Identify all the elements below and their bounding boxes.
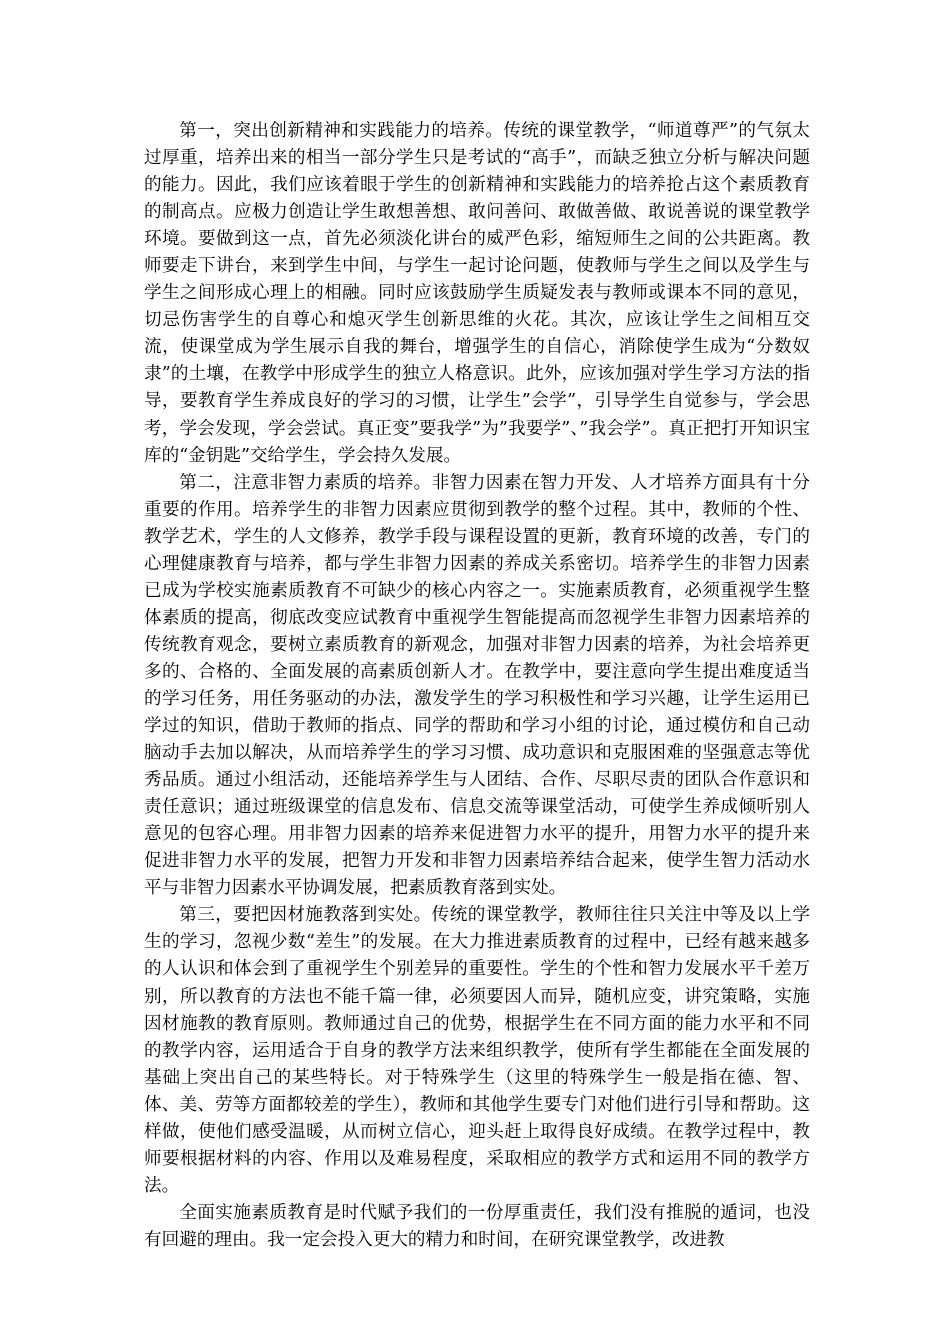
paragraph-conclusion: 全面实施素质教育是时代赋予我们的一份厚重责任，我们没有推脱的遁词，也没有回避的理由。我一定会投入更大的精力和时间，在研究课堂教学，改进教: [144, 1202, 810, 1250]
document-page: [144, 118, 810, 1254]
paragraph-individualized-teaching: 第三，要把因材施教落到实处。传统的课堂教学，教师往往只关注中等及以上学生的学习，忽视少数“差生”的发展。在大力推进素质教育的过程中，已经有越来越多的人认识和体会到了重视学生个别差异的重要性。学生的个性和智力发展水平千差万别，所以教育的方法也不能千篇一律，必须要因人而异，随机应变，讲究策略，实施因材施教的教育原则。教师通过自己的优势，根据学生在不同方面的能力水平和不同的教学内容，运用适合于自身的教学方法来组织教学，使所有学生都能在全面发展的基础上突出自己的某些特长。对于特殊学生（这里的特殊学生一般是指在德、智、体、美、劳等方面都较差的学生），教师和其他学生要专门对他们进行引导和帮助。这样做，使他们感受温暖，从而树立信心，迎头赶上取得良好成绩。在教学过程中，教师要根据材料的内容、作用以及难易程度，采取相应的教学方式和运用不同的教学方法。: [144, 905, 810, 1196]
paragraph-innovation: 第一，突出创新精神和实践能力的培养。传统的课堂教学，“师道尊严”的气氛太过厚重，培养出来的相当一部分学生只是考试的“高手”，而缺乏独立分析与解决问题的能力。因此，我们应该着眼于学生的创新精神和实践能力的培养抢占这个素质教育的制高点。应极力创造让学生敢想善想、敢问善问、敢做善做、敢说善说的课堂教学环境。要做到这一点，首先必须淡化讲台的威严色彩，缩短师生之间的公共距离。教师要走下讲台，来到学生中间，与学生一起讨论问题，使教师与学生之间以及学生与学生之间形成心理上的相融。同时应该鼓励学生质疑发表与教师或课本不同的意见，切忌伤害学生的自尊心和熄灭学生创新思维的火花。其次，应该让学生之间相互交流，使课堂成为学生展示自我的舞台，增强学生的自信心，消除使学生成为“分数奴隶”的土壤，在教学中形成学生的独立人格意识。此外，应该加强对学生学习方法的指导，要教育学生养成良好的学习的习惯，让学生”会学”，引导学生自觉参与，学会思考，学会发现，学会尝试。真正变”要我学”为”我要学”、”我会学”。真正把打开知识宝库的“金钥匙”交给学生，学会持久发展。: [144, 121, 810, 466]
paragraph-non-intellectual: 第二，注意非智力素质的培养。非智力因素在智力开发、人才培养方面具有十分重要的作用。培养学生的非智力因素应贯彻到教学的整个过程。其中，教师的个性、教学艺术，学生的人文修养，教学手段与课程设置的更新，教育环境的改善，专门的心理健康教育与培养，都与学生非智力因素的养成关系密切。培养学生的非智力因素已成为学校实施素质教育不可缺少的核心内容之一。实施素质教育，必须重视学生整体素质的提高，彻底改变应试教育中重视学生智能提高而忽视学生非智力因素培养的传统教育观念，要树立素质教育的新观念，加强对非智力因素的培养，为社会培养更多的、合格的、全面发展的高素质创新人才。在教学中，要注意向学生提出难度适当的学习任务，用任务驱动的办法，激发学生的学习积极性和学习兴趣，让学生运用已学过的知识，借助于教师的指点、同学的帮助和学习小组的讨论，通过模仿和自己动脑动手去加以解决，从而培养学生的学习习惯、成功意识和克服困难的坚强意志等优秀品质。通过小组活动，还能培养学生与人团结、合作、尽职尽责的团队合作意识和责任意识；通过班级课堂的信息发布、信息交流等课堂活动，可使学生养成倾听别人意见的包容心理。用非智力因素的培养来促进智力水平的提升，用智力水平的提升来促进非智力水平的发展，把智力开发和非智力因素培养结合起来，使学生智力活动水平与非智力因素水平协调发展，把素质教育落到实处。: [144, 472, 810, 899]
